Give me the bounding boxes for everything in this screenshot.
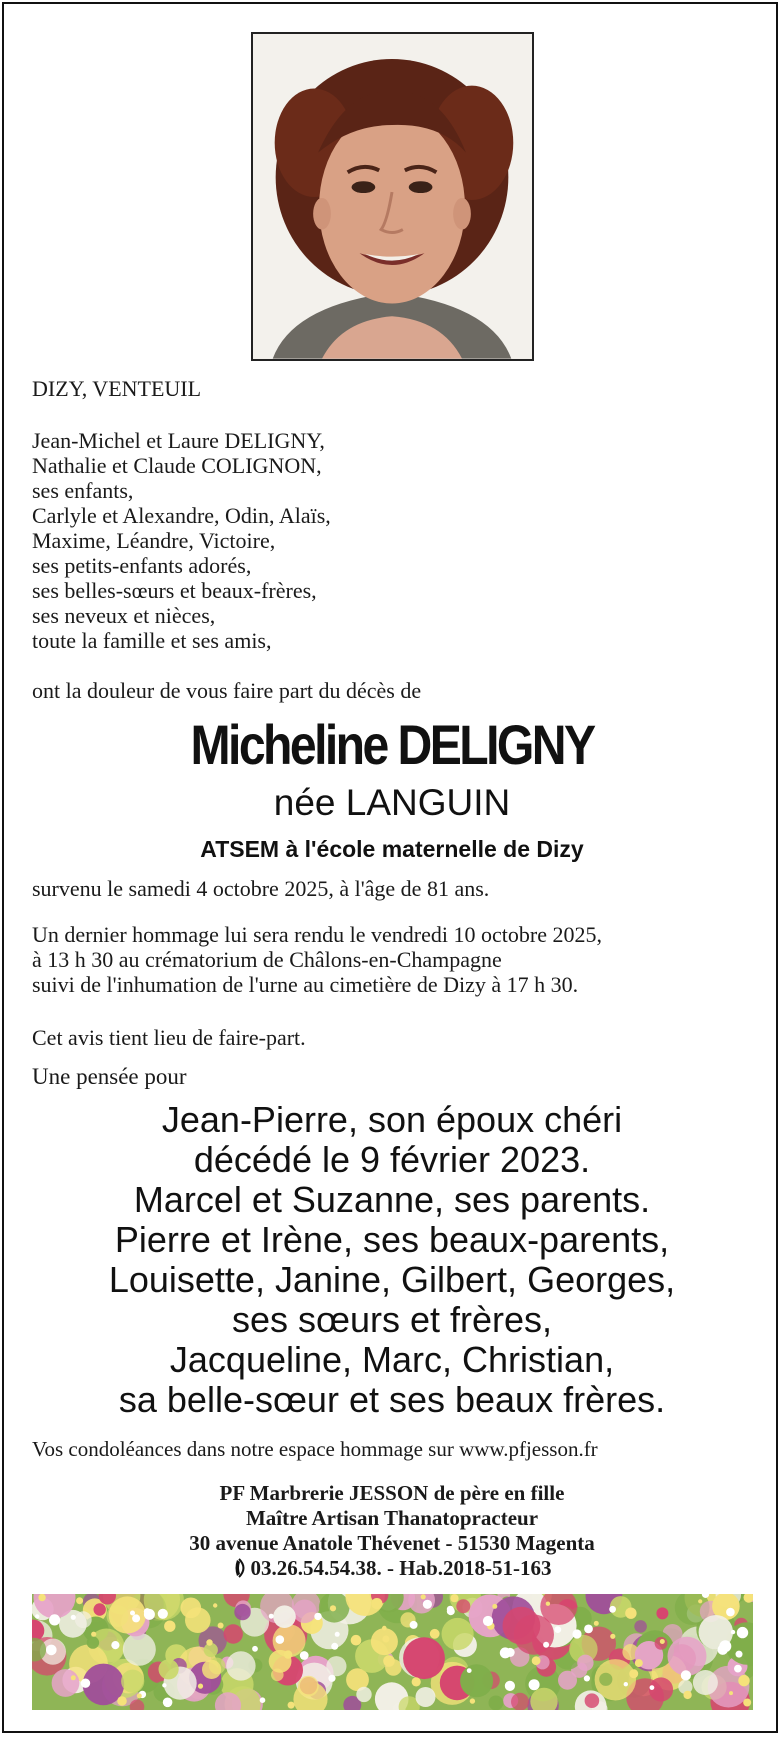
announcement-text: ont la douleur de vous faire part du décès de (32, 678, 422, 703)
family-line: ses petits-enfants adorés, (32, 553, 252, 578)
family-line: Jean-Michel et Laure DELIGNY, (32, 428, 325, 453)
location-heading: DIZY, VENTEUIL (32, 376, 202, 401)
born-name: née LANGUIN (273, 782, 511, 823)
memorial-line: Jacqueline, Marc, Christian, (169, 1339, 615, 1380)
ceremony-line: à 13 h 30 au crématorium de Châlons-en-Champagne (32, 947, 502, 972)
memorial-line: Pierre et Irène, ses beaux-parents, (114, 1219, 670, 1260)
funeral-home-contact: 03.26.54.54.38. - Hab.2018-51-163 (250, 1556, 552, 1580)
deceased-name: Micheline DELIGNY (190, 713, 594, 776)
funeral-home-contact-row (0, 1556, 784, 1581)
funeral-home-name: PF Marbrerie JESSON de père en fille (219, 1481, 565, 1505)
family-line: toute la famille et ses amis, (32, 628, 272, 653)
memorial-line: sa belle-sœur et ses beaux frères. (118, 1379, 666, 1420)
occupation: ATSEM à l'école maternelle de Dizy (200, 836, 584, 862)
family-line: Carlyle et Alexandre, Odin, Alaïs, (32, 503, 331, 528)
ceremony-line: Un dernier hommage lui sera rendu le vendredi 10 octobre 2025, (32, 922, 602, 947)
family-line: ses belles-sœurs et beaux-frères, (32, 578, 317, 603)
notice-text: Cet avis tient lieu de faire-part. (32, 1025, 306, 1050)
condolences-line: Vos condoléances dans notre espace hommage sur www.pfjesson.fr (32, 1437, 598, 1461)
portrait-image (253, 34, 532, 359)
ceremony-line: suivi de l'inhumation de l'urne au cimetière de Dizy à 17 h 30. (32, 972, 579, 997)
family-line: Nathalie et Claude COLIGNON, (32, 453, 322, 478)
family-line: ses enfants, (32, 478, 134, 503)
memorial-line: Marcel et Suzanne, ses parents. (133, 1179, 651, 1220)
death-date-line: survenu le samedi 4 octobre 2025, à l'âge de 81 ans. (32, 876, 490, 901)
memorial-line: ses sœurs et frères, (231, 1299, 553, 1340)
memorial-line: décédé le 9 février 2023. (193, 1139, 591, 1180)
thought-intro: Une pensée pour (32, 1064, 187, 1089)
family-line: ses neveux et nièces, (32, 603, 216, 628)
flower-banner (32, 1594, 753, 1710)
memorial-list (0, 1100, 784, 1420)
funeral-home-block (0, 1481, 784, 1581)
funeral-home-address: 30 avenue Anatole Thévenet - 51530 Magenta (189, 1531, 595, 1555)
portrait-photo (251, 32, 534, 361)
ceremony-details (32, 922, 602, 997)
flower-banner-image (32, 1594, 753, 1710)
funeral-home-title: Maître Artisan Thanatopracteur (245, 1506, 539, 1530)
family-line: Maxime, Léandre, Victoire, (32, 528, 276, 553)
memorial-line: Jean-Pierre, son époux chéri (161, 1099, 623, 1140)
memorial-line: Louisette, Janine, Gilbert, Georges, (108, 1259, 676, 1300)
phone-icon (233, 1558, 249, 1578)
family-list (32, 428, 331, 653)
